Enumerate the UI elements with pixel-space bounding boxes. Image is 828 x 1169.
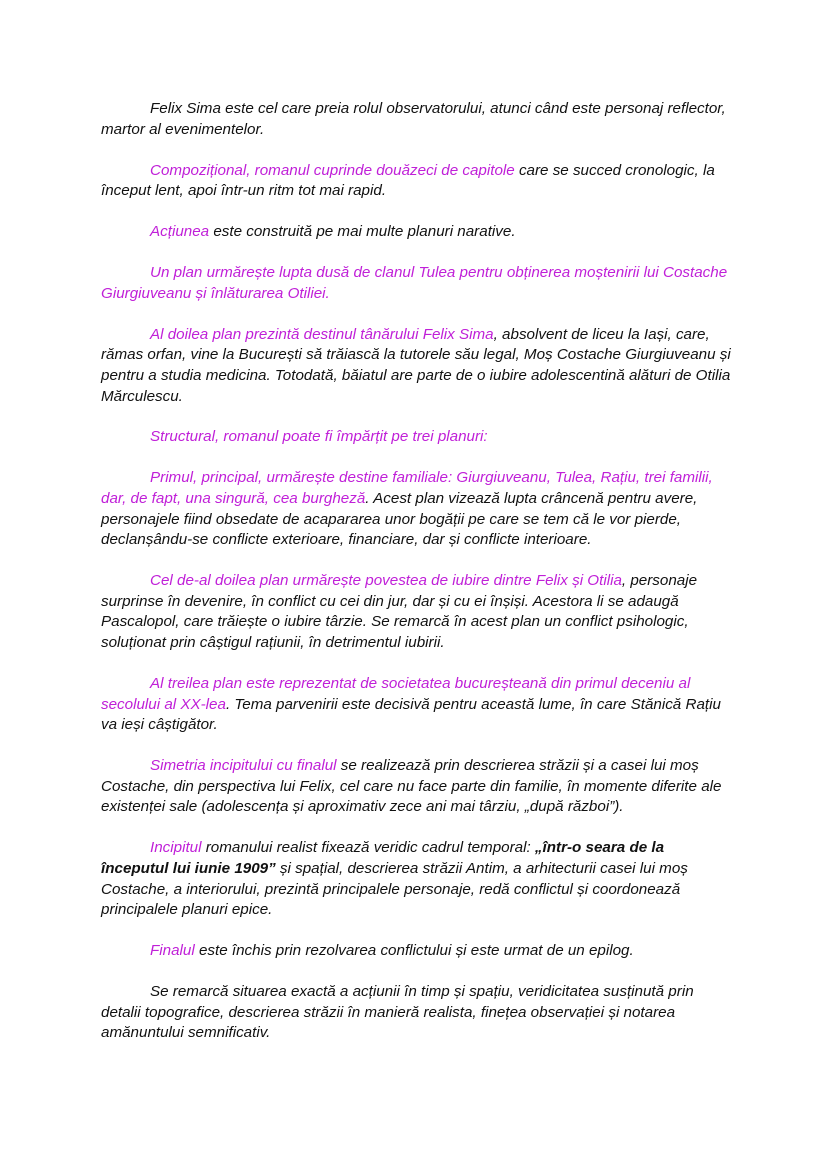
document-body — [101, 99, 731, 1064]
highlight-segment: Primul, principal, urmărește destine familiale: Giurgiuveanu, Tulea, Rațiu, trei familii, dar, de fapt, una singură, cea burgheză — [101, 469, 713, 508]
highlight-segment: Simetria incipitului cu finalul — [150, 757, 337, 775]
highlight-segment: Un plan urmărește lupta dusă de clanul Tulea pentru obținerea moștenirii lui Costache Giurgiuveanu și înlăturarea Otiliei. — [101, 264, 728, 302]
paragraph-symmetry — [101, 756, 731, 818]
highlight-segment: Compozițional, romanul cuprinde douăzeci de capitole — [150, 161, 515, 179]
segment: este închis prin rezolvarea conflictului și este urmat de un epilog. — [194, 942, 634, 960]
bold-quote: „într-o seara de la începutul lui iunie 1909” — [101, 839, 665, 877]
highlight-segment: Al doilea plan prezintă destinul tânărului Felix Sima — [150, 325, 494, 343]
paragraph-incipit — [101, 838, 731, 920]
highlight-segment: Structural, romanul poate fi împărțit pe trei planuri: — [150, 428, 488, 446]
segment: , personaje surprinse în devenire, în conflict cu cei din jur, dar și cu ei înșiși. Acestora li se adaugă Pascalopol, care trăiește o iubire târzie. Se remarcă în acest plan un conflict psihologic, soluționat prin câștigul rațiunii, în detrimentul iubirii. — [101, 572, 698, 652]
highlight-segment: Finalul — [150, 942, 195, 960]
paragraph-plan-tulea — [101, 263, 731, 304]
segment: , absolvent de liceu la Iași, care, rămas orfan, vine la București să trăiască la tutorele său legal, Moș Costache Giurgiuveanu și pentru a studia medicina. Totodată, băiatul are parte de o iubire adolescentină alături de Otilia Mărculescu. — [101, 325, 731, 405]
segment: se realizează prin descrierea străzii și a casei lui moș Costache, din perspectiva lui Felix, cel care nu face parte din familie, în momente diferite ale existenței sale (adolescența și aproximativ zece ani mai târziu, „după război”). — [101, 757, 722, 816]
highlight-segment: Cel de-al doilea plan urmărește povestea de iubire dintre Felix și Otilia — [150, 572, 622, 590]
segment: Se remarcă situarea exactă a acțiunii în timp și spațiu, veridicitatea susținută prin detalii topografice, descrierea străzii în manieră realista, finețea observației și notarea amănuntului semnificativ. — [101, 983, 694, 1042]
paragraph-conclusion — [101, 982, 731, 1044]
paragraph-plan-felix — [101, 325, 731, 407]
highlight-segment: Al treilea plan este reprezentat de societatea bucureșteană din primul deceniu al secolului al XX-lea — [101, 675, 691, 713]
segment: este construită pe mai multe planuri narative. — [209, 223, 516, 241]
segment: . Tema parvenirii este decisivă pentru această lume, în care Stănică Rațiu va ieși câștigător. — [101, 695, 721, 734]
segment: care se succed cronologic, la început lent, apoi într-un ritm tot mai rapid. — [101, 161, 715, 200]
segment: Felix Sima este cel care preia rolul observatorului, atunci când este personaj reflector, martor al evenimentelor. — [101, 100, 726, 138]
highlight-segment: Incipitul — [150, 839, 202, 857]
paragraph-first-plan — [101, 468, 731, 550]
paragraph-third-plan — [101, 674, 731, 736]
paragraph-final — [101, 941, 731, 962]
paragraph-composition — [101, 161, 731, 202]
segment: și spațial, descrierea străzii Antim, a arhitecturii casei lui moș Costache, a interiorului, prezintă principalele personaje, redă conflictul și coordonează principalele planuri epice. — [101, 859, 688, 919]
segment: . Acest plan vizează lupta crâncenă pentru avere, personajele fiind obsedate de acapararea unor bogății pe care se tem că le vor pierde, declanșându-se conflicte exterioare, financiare, dar și conflicte interioare. — [101, 490, 698, 549]
segment: romanului realist fixează veridic cadrul temporal: — [201, 839, 535, 857]
highlight-segment: Acțiunea — [150, 223, 210, 241]
paragraph-second-plan — [101, 571, 731, 653]
paragraph-observer — [101, 99, 731, 140]
paragraph-action — [101, 222, 731, 243]
paragraph-structure — [101, 427, 731, 448]
